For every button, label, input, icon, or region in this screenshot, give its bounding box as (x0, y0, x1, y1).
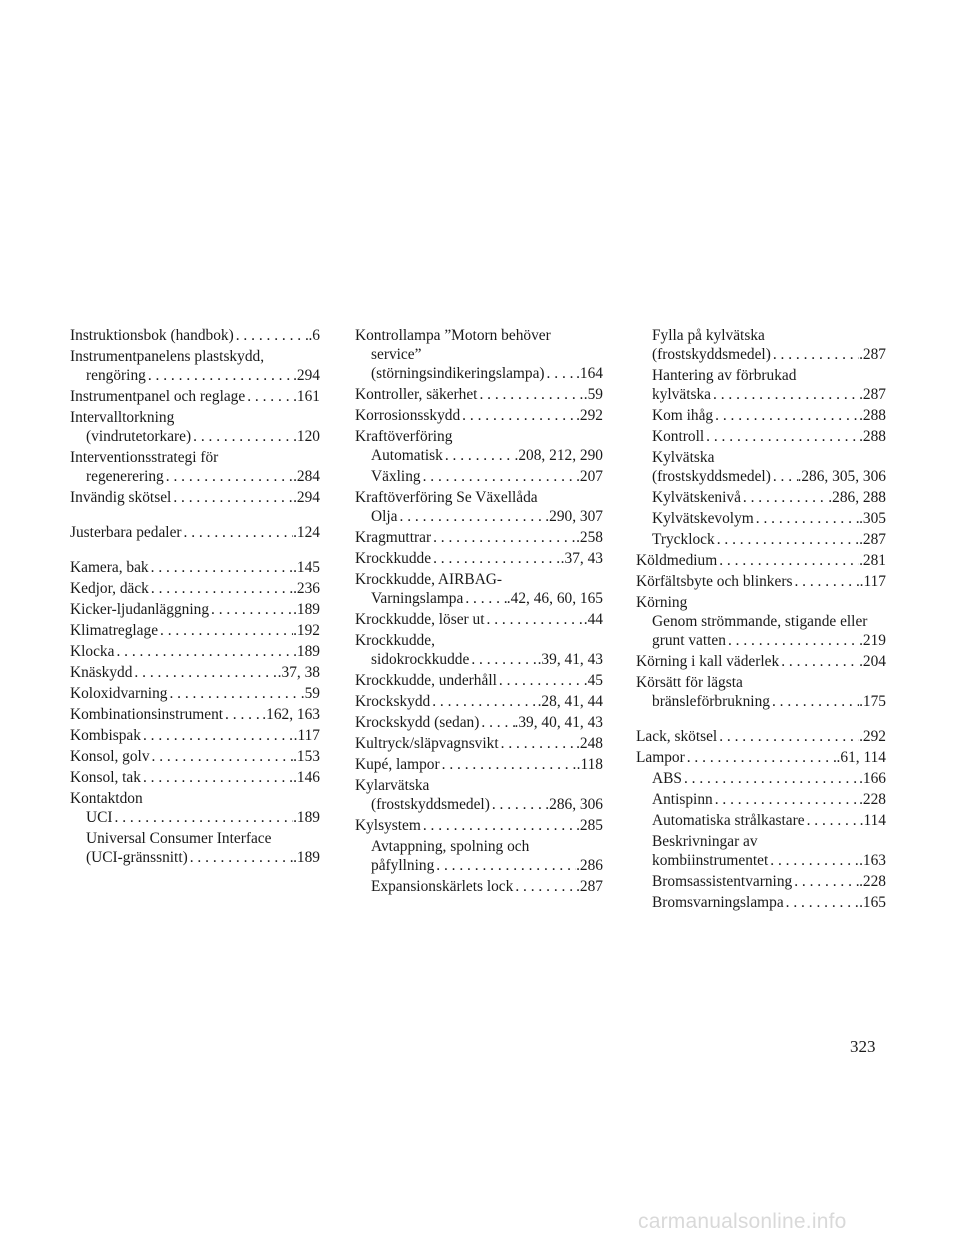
index-term: Kicker-ljudanläggning (70, 601, 210, 618)
index-entry (70, 808, 320, 827)
index-heading: Instrumentpanelens plastskydd, (70, 348, 265, 365)
dot-leader (485, 610, 584, 629)
index-heading: Interventionsstrategi för (70, 449, 219, 466)
index-entry (355, 385, 603, 404)
dot-leader (149, 579, 293, 598)
dot-leader (805, 811, 860, 830)
index-term: Klimatreglage (70, 622, 159, 639)
dot-leader (245, 387, 293, 406)
index-term: Kom ihåg (652, 407, 714, 424)
dot-leader (770, 692, 859, 711)
index-entry (70, 621, 320, 640)
index-entry (636, 652, 886, 671)
index-term: Konsol, golv (70, 748, 150, 765)
index-page-ref: .236 (293, 580, 320, 597)
index-page-ref: .287 (859, 386, 886, 403)
index-page-ref: .189 (293, 809, 320, 826)
index-entry (355, 795, 603, 814)
index-page-ref: .219 (859, 632, 886, 649)
index-entry (355, 671, 603, 690)
index-term: Kedjor, däck (70, 580, 149, 597)
dot-leader (421, 816, 576, 835)
index-heading: Kylarvätska (355, 777, 430, 794)
dot-leader (440, 755, 577, 774)
dot-leader (188, 848, 293, 867)
index-heading: service” (371, 346, 422, 363)
dot-leader (513, 877, 576, 896)
index-entry (355, 856, 603, 875)
index-term: Expansionskärlets lock (371, 878, 514, 895)
index-page-ref: .117 (859, 573, 886, 590)
index-page-ref: .37, 38 (277, 664, 320, 681)
index-page-ref: .161 (293, 388, 320, 405)
index-page-ref: .204 (859, 653, 886, 670)
dot-leader (704, 427, 859, 446)
index-entry (355, 816, 603, 835)
index-page-ref: .39, 40, 41, 43 (514, 714, 603, 731)
index-entry (636, 769, 886, 788)
index-page-ref: .228 (859, 791, 886, 808)
index-page-ref: .292 (859, 728, 886, 745)
index-page-ref: .165 (859, 894, 886, 911)
index-term: Automatisk (371, 447, 443, 464)
index-term: (UCI-gränssnitt) (86, 849, 188, 866)
dot-leader (132, 663, 277, 682)
index-heading: Kraftöverföring Se Växellåda (355, 489, 538, 506)
dot-leader (490, 795, 545, 814)
section-gap (70, 509, 320, 523)
index-entry (636, 385, 886, 404)
index-page-ref: .189 (293, 601, 320, 618)
index-entry (636, 488, 886, 507)
index-entry (355, 446, 603, 465)
index-term: Körfältsbyte och blinkers (636, 573, 793, 590)
index-entry (70, 600, 320, 619)
index-entry (355, 755, 603, 774)
index-entry (70, 747, 320, 766)
index-page-ref: .286 (576, 857, 603, 874)
index-entry (355, 589, 603, 608)
dot-leader (182, 523, 294, 542)
index-term: UCI (86, 809, 113, 826)
index-entry (70, 642, 320, 661)
index-page-ref: .286, 288 (828, 489, 886, 506)
index-entry (70, 427, 320, 446)
index-column-1 (70, 326, 320, 869)
index-term: kombiinstrumentet (652, 852, 769, 869)
index-page-ref: .208, 212, 290 (514, 447, 603, 464)
index-entry (355, 734, 603, 753)
index-entry (70, 467, 320, 486)
index-column-3 (636, 326, 886, 914)
index-entry (355, 692, 603, 711)
index-page-ref: .288 (859, 407, 886, 424)
index-entry (636, 572, 886, 591)
dot-leader (158, 621, 293, 640)
dot-leader (434, 856, 576, 875)
index-term: Körning i kall väderlek (636, 653, 780, 670)
index-term: Krockkudde (355, 550, 432, 567)
index-term: Krockkudde, underhåll (355, 672, 497, 689)
index-entry (70, 579, 320, 598)
index-term: Koloxidvarning (70, 685, 168, 702)
index-entry (636, 530, 886, 549)
index-page-ref: .248 (576, 735, 603, 752)
dot-leader (164, 467, 293, 486)
index-term: bränsleförbrukning (652, 693, 770, 710)
index-term: Invändig skötsel (70, 489, 172, 506)
index-entry (355, 713, 603, 732)
index-column-2 (355, 326, 603, 898)
index-term: Kylsystem (355, 817, 421, 834)
index-heading: Körning (636, 594, 688, 611)
index-page-ref: .42, 46, 60, 165 (506, 590, 603, 607)
dot-leader (715, 530, 859, 549)
index-page-ref: .153 (293, 748, 320, 765)
index-term: Kultryck/släpvagnsvikt (355, 735, 499, 752)
index-term: kylvätska (652, 386, 711, 403)
index-page-ref: .146 (293, 769, 320, 786)
index-heading: Avtappning, spolning och (371, 838, 530, 855)
index-page-ref: .114 (859, 812, 886, 829)
dot-leader (150, 747, 294, 766)
dot-leader (114, 642, 293, 661)
index-term: ABS (652, 770, 682, 787)
index-entry (636, 893, 886, 912)
dot-leader (443, 446, 515, 465)
index-heading: Intervalltorkning (70, 409, 175, 426)
index-term: regenerering (86, 468, 164, 485)
index-page-ref: .164 (576, 365, 603, 382)
index-heading: Krockkudde, (355, 632, 435, 649)
index-heading: Körsätt för lägsta (636, 674, 743, 691)
index-entry (355, 650, 603, 669)
dot-leader (713, 406, 859, 425)
index-term: (frostskyddsmedel) (652, 468, 771, 485)
index-term: (vindrutetorkare) (86, 428, 192, 445)
index-entry (355, 549, 603, 568)
index-term: (frostskyddsmedel) (652, 346, 771, 363)
index-entry (70, 684, 320, 703)
index-page-ref: .45 (583, 672, 603, 689)
index-entry (355, 877, 603, 896)
index-term: Kylvätskevolym (652, 510, 754, 527)
index-heading: Genom strömmande, stigande eller (652, 613, 868, 630)
index-page-ref: .228 (859, 873, 886, 890)
index-entry (70, 366, 320, 385)
index-entry (70, 326, 320, 345)
index-page-ref: .6 (308, 327, 320, 344)
index-page-ref: .189 (293, 849, 320, 866)
index-entry (636, 851, 886, 870)
index-entry (70, 726, 320, 745)
dot-leader (167, 684, 300, 703)
dot-leader (431, 528, 576, 547)
index-heading: Universal Consumer Interface (86, 830, 272, 847)
index-term: Varningslampa (371, 590, 464, 607)
index-page-ref: .166 (859, 770, 886, 787)
index-term: (frostskyddsmedel) (371, 796, 490, 813)
index-term: Bromsassistentvarning (652, 873, 793, 890)
section-gap (636, 713, 886, 727)
dot-leader (171, 488, 293, 507)
index-entry (70, 705, 320, 724)
index-page-ref: .28, 41, 44 (537, 693, 603, 710)
index-term: Antispinn (652, 791, 713, 808)
index-page-ref: .286, 305, 306 (797, 468, 886, 485)
index-page-ref: .189 (293, 643, 320, 660)
index-page-ref: .290, 307 (545, 508, 603, 525)
index-term: Köldmedium (636, 552, 718, 569)
index-page-ref: .59 (300, 685, 320, 702)
index-page-ref: .44 (583, 611, 603, 628)
dot-leader (771, 345, 859, 364)
dot-leader (545, 364, 577, 383)
index-term: rengöring (86, 367, 146, 384)
dot-leader (398, 507, 546, 526)
index-entry (636, 406, 886, 425)
index-page-ref: .192 (293, 622, 320, 639)
index-page-ref: .287 (576, 878, 603, 895)
dot-leader (497, 671, 584, 690)
dot-leader (460, 406, 576, 425)
dot-leader (431, 549, 561, 568)
index-entry (636, 427, 886, 446)
index-term: grunt vatten (652, 632, 726, 649)
dot-leader (726, 631, 859, 650)
dot-leader (469, 650, 537, 669)
index-page-ref: .59 (583, 386, 603, 403)
index-page-ref: .120 (293, 428, 320, 445)
index-entry (636, 631, 886, 650)
watermark: carmanualsonline.info (638, 1210, 847, 1233)
dot-leader (792, 572, 859, 591)
index-page-ref: .207 (576, 468, 603, 485)
dot-leader (771, 467, 798, 486)
page-number: 323 (850, 1037, 876, 1056)
dot-leader (141, 726, 294, 745)
index-page-ref: .163 (859, 852, 886, 869)
index-entry (636, 748, 886, 767)
dot-leader (479, 713, 514, 732)
index-page-ref: .124 (293, 524, 320, 541)
index-page-ref: .286, 306 (545, 796, 603, 813)
index-entry (70, 523, 320, 542)
index-entry (355, 528, 603, 547)
index-page-ref: .288 (859, 428, 886, 445)
index-entry (355, 610, 603, 629)
index-term: Krockkudde, löser ut (355, 611, 485, 628)
index-term: Instruktionsbok (handbok) (70, 327, 234, 344)
index-entry (70, 387, 320, 406)
index-heading: Kontaktdon (70, 790, 143, 807)
index-term: Justerbara pedaler (70, 524, 182, 541)
index-heading: Krockkudde, AIRBAG- (355, 571, 503, 588)
index-entry (636, 727, 886, 746)
index-page-ref: .118 (576, 756, 603, 773)
index-entry (70, 663, 320, 682)
section-gap (70, 544, 320, 558)
index-term: Konsol, tak (70, 769, 141, 786)
index-entry (636, 790, 886, 809)
dot-leader (713, 790, 859, 809)
index-heading: Hantering av förbrukad (652, 367, 797, 384)
dot-leader (149, 558, 293, 577)
dot-leader (717, 551, 859, 570)
dot-leader (784, 893, 859, 912)
index-term: Kontroll (652, 428, 705, 445)
dot-leader (209, 600, 293, 619)
dot-leader (792, 872, 859, 891)
dot-leader (741, 488, 828, 507)
index-page-ref: .162, 163 (262, 706, 320, 723)
dot-leader (234, 326, 309, 345)
index-entry (636, 872, 886, 891)
index-page-ref: .61, 114 (836, 749, 886, 766)
dot-leader (499, 734, 576, 753)
index-entry (636, 467, 886, 486)
index-heading: Kraftöverföring (355, 428, 453, 445)
dot-leader (717, 727, 859, 746)
index-entry (355, 507, 603, 526)
index-term: Knäskydd (70, 664, 133, 681)
index-entry (636, 345, 886, 364)
index-term: Trycklock (652, 531, 715, 548)
index-page-ref: .284 (293, 468, 320, 485)
dot-leader (146, 366, 293, 385)
index-term: Kupé, lampor (355, 756, 440, 773)
index-term: Kragmuttrar (355, 529, 432, 546)
index-page-ref: .305 (859, 510, 886, 527)
dot-leader (768, 851, 859, 870)
index-term: Korrosionsskydd (355, 407, 461, 424)
dot-leader (711, 385, 859, 404)
index-page-ref: .39, 41, 43 (537, 651, 603, 668)
index-heading: Fylla på kylvätska (652, 327, 765, 344)
dot-leader (463, 589, 506, 608)
index-term: Lampor (636, 749, 685, 766)
index-term: Krockskydd (355, 693, 431, 710)
index-entry (355, 364, 603, 383)
index-page-ref: .258 (576, 529, 603, 546)
index-term: (störningsindikeringslampa) (371, 365, 545, 382)
index-term: Instrumentpanel och reglage (70, 388, 246, 405)
index-term: Automatiska strålkastare (652, 812, 805, 829)
index-term: påfyllning (371, 857, 435, 874)
dot-leader (141, 768, 293, 787)
index-page-ref: .287 (859, 346, 886, 363)
dot-leader (779, 652, 859, 671)
index-page-ref: .287 (859, 531, 886, 548)
index-page-ref: .285 (576, 817, 603, 834)
index-heading: Kylvätska (652, 449, 715, 466)
index-page-ref: .145 (293, 559, 320, 576)
index-entry (636, 551, 886, 570)
index-term: Kamera, bak (70, 559, 149, 576)
index-term: sidokrockkudde (371, 651, 470, 668)
dot-leader (685, 748, 837, 767)
index-entry (355, 406, 603, 425)
index-entry (70, 558, 320, 577)
dot-leader (191, 427, 293, 446)
index-page-ref: .294 (293, 367, 320, 384)
index-term: Kombispak (70, 727, 141, 744)
index-term: Kontroller, säkerhet (355, 386, 478, 403)
dot-leader (223, 705, 262, 724)
index-term: Kylvätskenivå (652, 489, 741, 506)
index-term: Olja (371, 508, 398, 525)
index-entry (70, 768, 320, 787)
index-entry (70, 488, 320, 507)
dot-leader (421, 467, 576, 486)
index-page-ref: .292 (576, 407, 603, 424)
index-page-ref: .37, 43 (560, 550, 603, 567)
index-page-ref: .294 (293, 489, 320, 506)
index-entry (636, 692, 886, 711)
dot-leader (430, 692, 537, 711)
index-page-ref: .117 (293, 727, 320, 744)
dot-leader (682, 769, 859, 788)
index-term: Klocka (70, 643, 115, 660)
index-term: Krockskydd (sedan) (355, 714, 480, 731)
dot-leader (754, 509, 859, 528)
index-page-ref: .281 (859, 552, 886, 569)
index-entry (355, 467, 603, 486)
index-entry (636, 509, 886, 528)
index-term: Kombinationsinstrument (70, 706, 224, 723)
index-term: Bromsvarningslampa (652, 894, 784, 911)
index-page-ref: .175 (859, 693, 886, 710)
dot-leader (477, 385, 583, 404)
index-heading: Kontrollampa ”Motorn behöver (355, 327, 551, 344)
index-term: Lack, skötsel (636, 728, 718, 745)
index-term: Växling (371, 468, 421, 485)
index-heading: Beskrivningar av (652, 833, 758, 850)
index-entry (636, 811, 886, 830)
index-entry (70, 848, 320, 867)
dot-leader (113, 808, 294, 827)
